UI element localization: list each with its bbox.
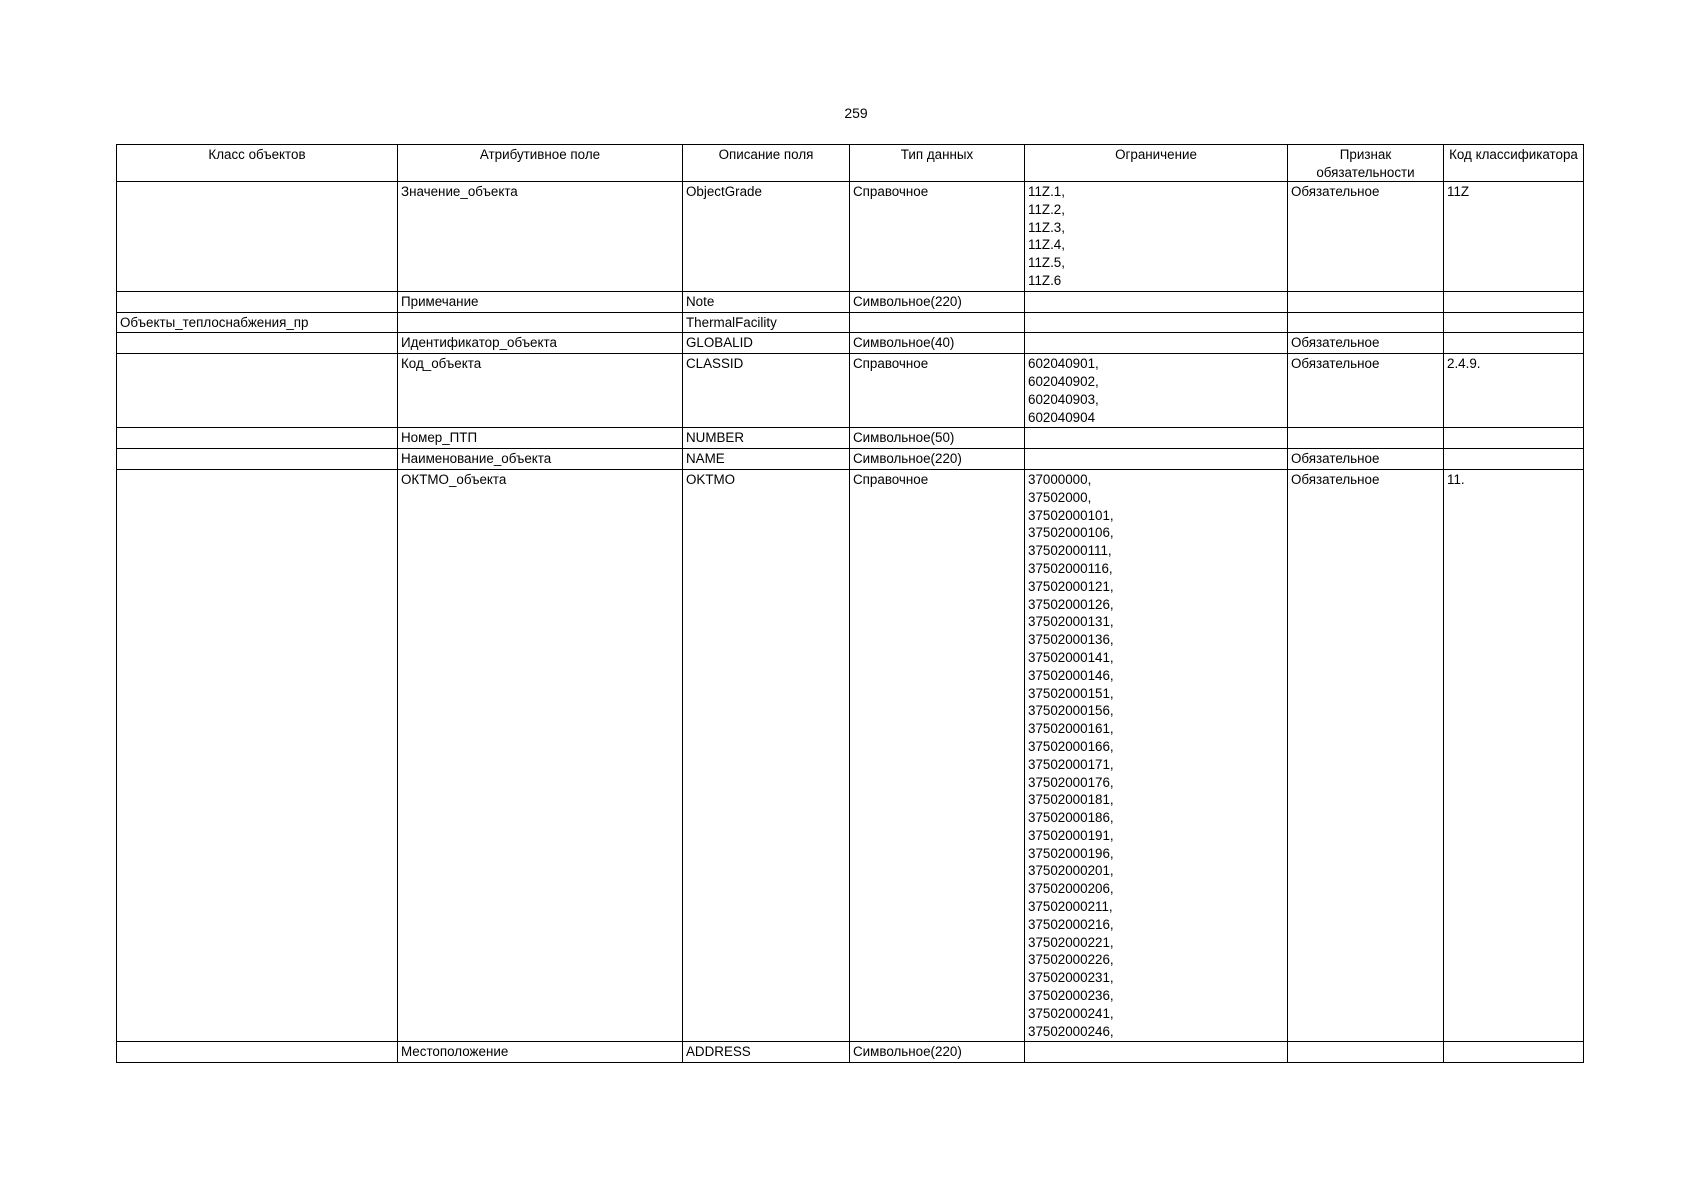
cell-mandatory-flag <box>1288 291 1444 312</box>
header-attribute-field: Атрибутивное поле <box>398 145 683 182</box>
cell-field-description: OKTMO <box>683 469 850 1042</box>
cell-attribute-field: Значение_объекта <box>398 182 683 292</box>
cell-data-type: Справочное <box>850 354 1025 428</box>
cell-mandatory-flag: Обязательное <box>1288 182 1444 292</box>
cell-classifier-code <box>1444 291 1584 312</box>
table-row <box>117 354 1584 428</box>
cell-data-type: Справочное <box>850 469 1025 1042</box>
cell-object-class <box>117 333 398 354</box>
cell-attribute-field: ОКТМО_объекта <box>398 469 683 1042</box>
cell-field-description: ObjectGrade <box>683 182 850 292</box>
cell-classifier-code <box>1444 333 1584 354</box>
table-row <box>117 333 1584 354</box>
cell-attribute-field: Местоположение <box>398 1042 683 1063</box>
cell-object-class <box>117 428 398 449</box>
table-row <box>117 449 1584 470</box>
cell-classifier-code <box>1444 1042 1584 1063</box>
cell-constraint <box>1025 291 1288 312</box>
cell-classifier-code: 11. <box>1444 469 1584 1042</box>
cell-data-type: Символьное(40) <box>850 333 1025 354</box>
cell-data-type <box>850 312 1025 333</box>
table-row <box>117 291 1584 312</box>
cell-object-class <box>117 469 398 1042</box>
cell-classifier-code <box>1444 449 1584 470</box>
cell-attribute-field: Наименование_объекта <box>398 449 683 470</box>
cell-constraint: 11Z.1, 11Z.2, 11Z.3, 11Z.4, 11Z.5, 11Z.6 <box>1025 182 1288 292</box>
cell-object-class <box>117 291 398 312</box>
cell-data-type: Символьное(220) <box>850 1042 1025 1063</box>
cell-attribute-field: Номер_ПТП <box>398 428 683 449</box>
cell-attribute-field: Код_объекта <box>398 354 683 428</box>
cell-classifier-code <box>1444 428 1584 449</box>
cell-data-type: Справочное <box>850 182 1025 292</box>
cell-attribute-field: Примечание <box>398 291 683 312</box>
table-row <box>117 469 1584 1042</box>
cell-object-class: Объекты_теплоснабжения_пр <box>117 312 398 333</box>
header-classifier-code: Код классификатора <box>1444 145 1584 182</box>
cell-field-description: GLOBALID <box>683 333 850 354</box>
cell-object-class <box>117 1042 398 1063</box>
cell-constraint <box>1025 333 1288 354</box>
cell-object-class <box>117 354 398 428</box>
header-object-class: Класс объектов <box>117 145 398 182</box>
cell-constraint <box>1025 312 1288 333</box>
table-row <box>117 1042 1584 1063</box>
cell-data-type: Символьное(50) <box>850 428 1025 449</box>
header-field-description: Описание поля <box>683 145 850 182</box>
cell-attribute-field: Идентификатор_объекта <box>398 333 683 354</box>
cell-constraint <box>1025 428 1288 449</box>
cell-constraint: 602040901, 602040902, 602040903, 602040904 <box>1025 354 1288 428</box>
cell-attribute-field <box>398 312 683 333</box>
cell-data-type: Символьное(220) <box>850 291 1025 312</box>
cell-field-description: NAME <box>683 449 850 470</box>
cell-constraint <box>1025 449 1288 470</box>
cell-field-description: NUMBER <box>683 428 850 449</box>
cell-constraint <box>1025 1042 1288 1063</box>
cell-object-class <box>117 182 398 292</box>
cell-mandatory-flag: Обязательное <box>1288 469 1444 1042</box>
header-constraint: Ограничение <box>1025 145 1288 182</box>
attribute-table <box>116 144 1584 1063</box>
cell-field-description: CLASSID <box>683 354 850 428</box>
header-mandatory-flag: Признак обязательности <box>1288 145 1444 182</box>
cell-field-description: ThermalFacility <box>683 312 850 333</box>
cell-field-description: Note <box>683 291 850 312</box>
table-row <box>117 428 1584 449</box>
cell-mandatory-flag: Обязательное <box>1288 354 1444 428</box>
table-row <box>117 182 1584 292</box>
cell-mandatory-flag: Обязательное <box>1288 333 1444 354</box>
cell-classifier-code <box>1444 312 1584 333</box>
cell-mandatory-flag <box>1288 1042 1444 1063</box>
header-data-type: Тип данных <box>850 145 1025 182</box>
cell-classifier-code: 2.4.9. <box>1444 354 1584 428</box>
cell-object-class <box>117 449 398 470</box>
cell-classifier-code: 11Z <box>1444 182 1584 292</box>
cell-mandatory-flag <box>1288 428 1444 449</box>
table-row <box>117 312 1584 333</box>
cell-mandatory-flag: Обязательное <box>1288 449 1444 470</box>
cell-mandatory-flag <box>1288 312 1444 333</box>
cell-field-description: ADDRESS <box>683 1042 850 1063</box>
cell-data-type: Символьное(220) <box>850 449 1025 470</box>
cell-constraint: 37000000, 37502000, 37502000101, 37502000106, 37502000111, 37502000116, 37502000121, 37502000126, 37502000131, 37502000136, 37502000141, 37502000146, 37502000151, 37502000156, 37502000161, 37502000166, 37502000171, 37502000176, 37502000181, 37502000186, 37502000191, 37502000196, 37502000201, 37502000206, 37502000211, 37502000216, 37502000221, 37502000226, 37502000231, 37502000236, 37502000241, 37502000246, <box>1025 469 1288 1042</box>
page-number: 259 <box>844 105 868 121</box>
table-header-row <box>117 145 1584 182</box>
